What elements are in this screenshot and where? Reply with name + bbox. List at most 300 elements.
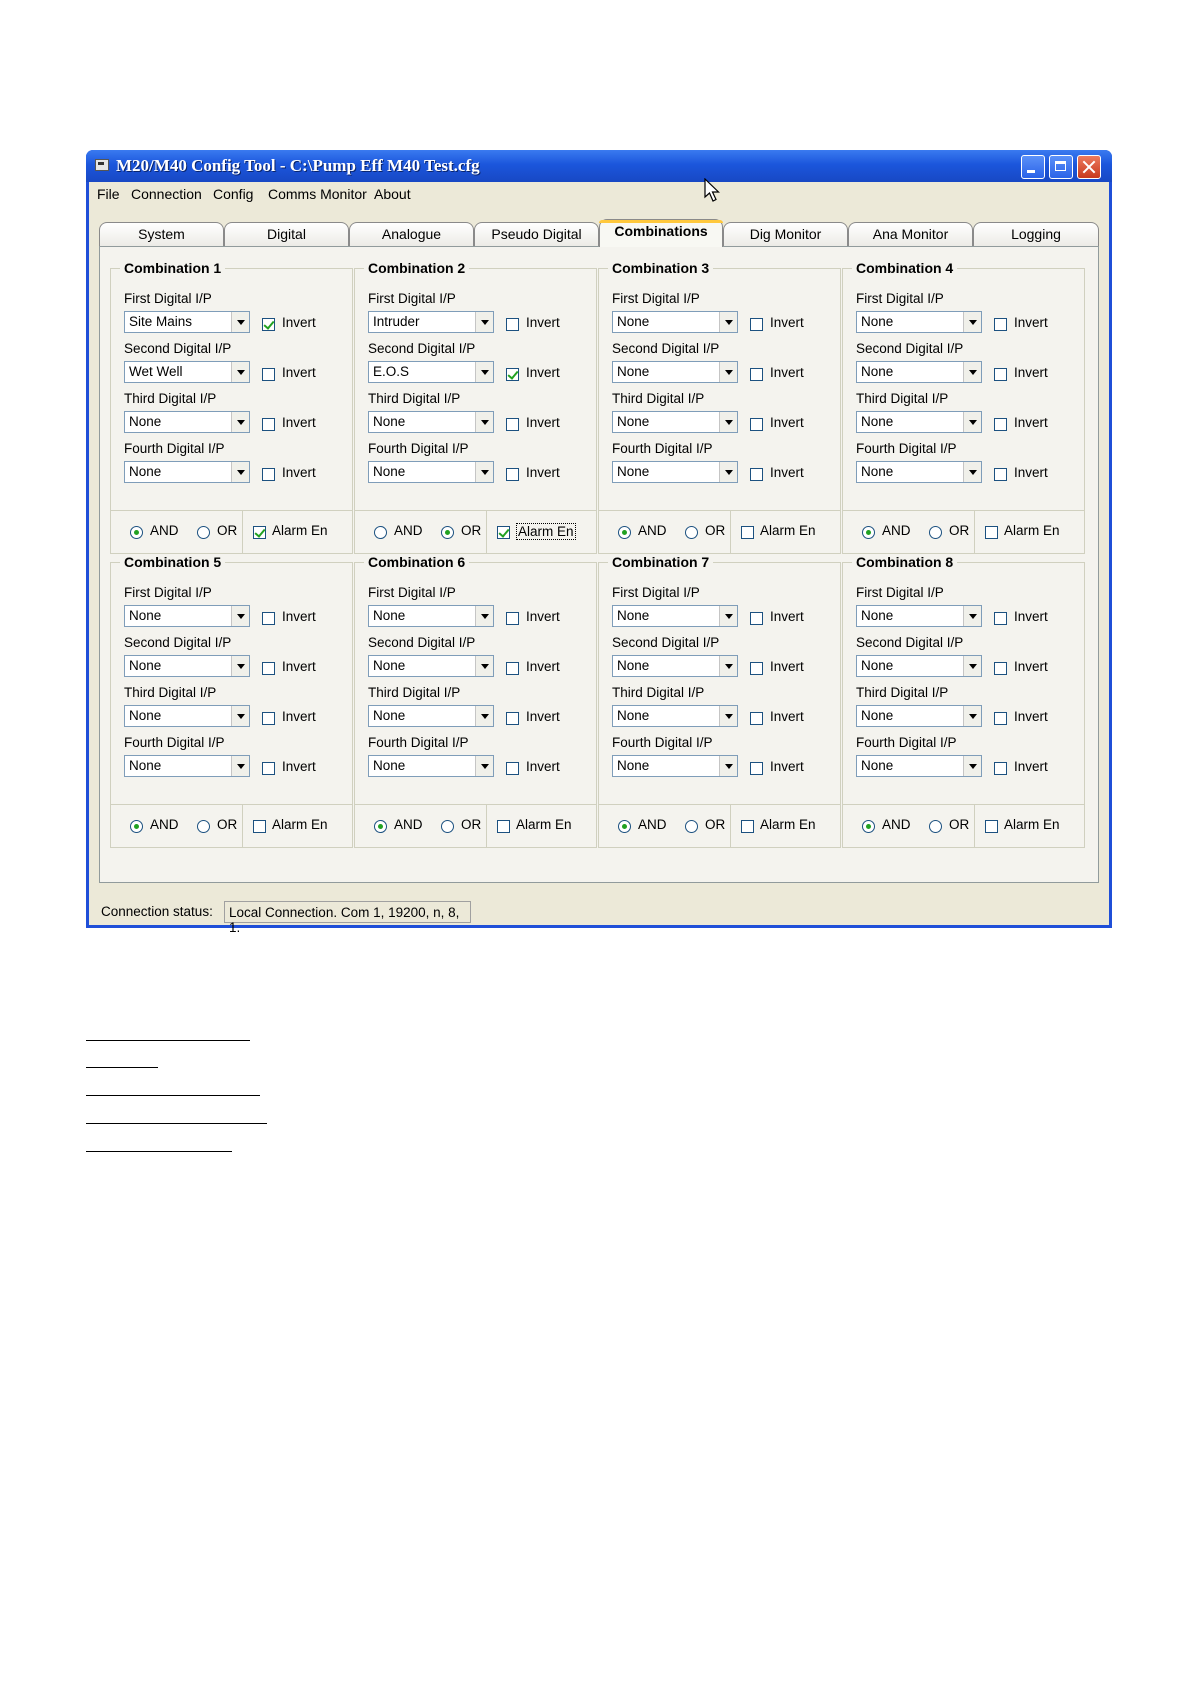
tab-ana-monitor[interactable]: Ana Monitor [848, 222, 973, 246]
second-input-label: Second Digital I/P [124, 341, 232, 356]
dropdown-arrow-icon[interactable] [719, 606, 737, 626]
second-input-select[interactable] [124, 361, 250, 383]
invert-label: Invert [526, 759, 560, 774]
menu-file[interactable]: File [97, 186, 120, 202]
first-invert-checkbox[interactable] [506, 318, 519, 331]
third-input-select[interactable] [612, 411, 738, 433]
dropdown-arrow-icon[interactable] [475, 656, 493, 676]
logic-row [598, 804, 841, 848]
alarm-enable-label: Alarm En [518, 524, 574, 539]
minimize-button[interactable] [1021, 155, 1045, 179]
divider [486, 510, 487, 554]
fourth-input-label: Fourth Digital I/P [612, 735, 713, 750]
alarm-enable-label: Alarm En [760, 817, 816, 832]
selected-value: Site Mains [129, 314, 193, 329]
tab-dig-monitor[interactable]: Dig Monitor [723, 222, 848, 246]
selected-value: None [129, 708, 162, 723]
tab-pseudo-digital[interactable]: Pseudo Digital [474, 222, 599, 246]
combination-title: Combination 5 [120, 554, 225, 570]
and-radio[interactable] [618, 526, 631, 539]
first-input-label: First Digital I/P [612, 585, 700, 600]
fourth-invert-checkbox[interactable] [262, 468, 275, 481]
alarm-enable-checkbox[interactable] [985, 820, 998, 833]
second-input-select[interactable] [612, 655, 738, 677]
and-label: AND [394, 523, 423, 538]
first-input-select[interactable] [368, 605, 494, 627]
alarm-enable-checkbox[interactable] [497, 526, 510, 539]
selected-value: Intruder [373, 314, 420, 329]
dropdown-arrow-icon[interactable] [719, 362, 737, 382]
third-invert-checkbox[interactable] [994, 712, 1007, 725]
dropdown-arrow-icon[interactable] [231, 756, 249, 776]
dropdown-arrow-icon[interactable] [231, 412, 249, 432]
fourth-invert-checkbox[interactable] [506, 762, 519, 775]
fourth-invert-checkbox[interactable] [506, 468, 519, 481]
fourth-input-select[interactable] [856, 755, 982, 777]
and-radio[interactable] [618, 820, 631, 833]
invert-label: Invert [526, 709, 560, 724]
invert-label: Invert [526, 609, 560, 624]
third-invert-checkbox[interactable] [262, 418, 275, 431]
third-input-label: Third Digital I/P [124, 391, 217, 406]
mouse-cursor-icon [704, 178, 722, 204]
combination-group-1 [110, 260, 353, 554]
second-input-label: Second Digital I/P [124, 635, 232, 650]
first-input-label: First Digital I/P [368, 585, 456, 600]
selected-value: None [373, 658, 406, 673]
divider [974, 804, 975, 848]
alarm-enable-label: Alarm En [516, 817, 572, 832]
dropdown-arrow-icon[interactable] [475, 462, 493, 482]
third-input-select[interactable] [368, 411, 494, 433]
alarm-enable-label: Alarm En [272, 523, 328, 538]
combination-title: Combination 6 [364, 554, 469, 570]
selected-value: None [617, 364, 650, 379]
second-invert-checkbox[interactable] [262, 662, 275, 675]
invert-label: Invert [282, 415, 316, 430]
combination-title: Combination 3 [608, 260, 713, 276]
or-radio[interactable] [197, 526, 210, 539]
fourth-input-label: Fourth Digital I/P [124, 441, 225, 456]
alarm-enable-label: Alarm En [1004, 817, 1060, 832]
dropdown-arrow-icon[interactable] [719, 706, 737, 726]
combination-group-5 [110, 554, 353, 848]
alarm-enable-checkbox[interactable] [741, 526, 754, 539]
first-input-label: First Digital I/P [368, 291, 456, 306]
second-invert-checkbox[interactable] [994, 368, 1007, 381]
tab-digital[interactable]: Digital [224, 222, 349, 246]
alarm-enable-label: Alarm En [272, 817, 328, 832]
logic-row [354, 804, 597, 848]
dropdown-arrow-icon[interactable] [231, 656, 249, 676]
dropdown-arrow-icon[interactable] [963, 656, 981, 676]
dropdown-arrow-icon[interactable] [231, 362, 249, 382]
dropdown-arrow-icon[interactable] [963, 312, 981, 332]
second-input-label: Second Digital I/P [612, 341, 720, 356]
dropdown-arrow-icon[interactable] [475, 706, 493, 726]
second-input-select[interactable] [124, 655, 250, 677]
first-invert-checkbox[interactable] [262, 612, 275, 625]
title-bar[interactable] [86, 150, 1112, 182]
and-label: AND [638, 523, 667, 538]
divider [598, 510, 841, 511]
combination-title: Combination 4 [852, 260, 957, 276]
dropdown-arrow-icon[interactable] [475, 756, 493, 776]
alarm-enable-checkbox[interactable] [497, 820, 510, 833]
selected-value: None [617, 608, 650, 623]
divider [242, 804, 243, 848]
menu-about[interactable]: About [374, 186, 411, 202]
third-invert-checkbox[interactable] [750, 712, 763, 725]
second-input-select[interactable] [856, 361, 982, 383]
divider [730, 510, 731, 554]
combination-group-8 [842, 554, 1085, 848]
invert-label: Invert [526, 315, 560, 330]
logic-row [110, 510, 353, 554]
invert-label: Invert [770, 759, 804, 774]
or-label: OR [705, 817, 726, 832]
or-radio[interactable] [441, 526, 454, 539]
second-input-label: Second Digital I/P [368, 341, 476, 356]
window-title: M20/M40 Config Tool - C:\Pump Eff M40 Test.cfg [116, 156, 480, 175]
invert-label: Invert [1014, 759, 1048, 774]
third-input-label: Third Digital I/P [856, 685, 949, 700]
dropdown-arrow-icon[interactable] [963, 462, 981, 482]
selected-value: None [373, 464, 406, 479]
and-radio[interactable] [130, 526, 143, 539]
blank-underline [86, 1095, 260, 1096]
third-input-label: Third Digital I/P [368, 391, 461, 406]
invert-label: Invert [526, 465, 560, 480]
selected-value: None [861, 658, 894, 673]
invert-label: Invert [770, 415, 804, 430]
dropdown-arrow-icon[interactable] [719, 312, 737, 332]
blank-underline [86, 1151, 232, 1152]
dropdown-arrow-icon[interactable] [475, 606, 493, 626]
invert-label: Invert [1014, 709, 1048, 724]
invert-label: Invert [282, 465, 316, 480]
first-input-label: First Digital I/P [612, 291, 700, 306]
combination-title: Combination 2 [364, 260, 469, 276]
menu-connection[interactable]: Connection [131, 186, 202, 202]
first-input-select[interactable] [612, 311, 738, 333]
first-input-label: First Digital I/P [856, 585, 944, 600]
logic-row [110, 804, 353, 848]
and-radio[interactable] [130, 820, 143, 833]
first-input-select[interactable] [368, 311, 494, 333]
menu-config[interactable]: Config [213, 186, 254, 202]
invert-label: Invert [770, 609, 804, 624]
app-icon[interactable] [95, 159, 109, 171]
selected-value: None [861, 758, 894, 773]
dropdown-arrow-icon[interactable] [963, 606, 981, 626]
tab-logging[interactable]: Logging [973, 222, 1099, 246]
third-input-label: Third Digital I/P [612, 685, 705, 700]
selected-value: E.O.S [373, 364, 410, 379]
second-invert-checkbox[interactable] [262, 368, 275, 381]
selected-value: None [617, 658, 650, 673]
invert-label: Invert [282, 709, 316, 724]
fourth-input-select[interactable] [368, 461, 494, 483]
combination-group-7 [598, 554, 841, 848]
fourth-invert-checkbox[interactable] [750, 468, 763, 481]
and-radio[interactable] [374, 526, 387, 539]
second-input-select[interactable] [368, 655, 494, 677]
dropdown-arrow-icon[interactable] [231, 312, 249, 332]
invert-label: Invert [526, 415, 560, 430]
divider [842, 804, 1085, 805]
dropdown-arrow-icon[interactable] [475, 362, 493, 382]
and-label: AND [638, 817, 667, 832]
first-invert-checkbox[interactable] [994, 612, 1007, 625]
second-invert-checkbox[interactable] [506, 368, 519, 381]
close-button[interactable] [1077, 155, 1101, 179]
selected-value: None [861, 314, 894, 329]
selected-value: None [861, 608, 894, 623]
selected-value: None [617, 758, 650, 773]
first-invert-checkbox[interactable] [750, 612, 763, 625]
second-input-select[interactable] [368, 361, 494, 383]
client-area [89, 182, 1109, 935]
third-invert-checkbox[interactable] [506, 418, 519, 431]
and-label: AND [882, 817, 911, 832]
combinations-panel [99, 246, 1099, 883]
selected-value: Wet Well [129, 364, 183, 379]
fourth-invert-checkbox[interactable] [750, 762, 763, 775]
selected-value: None [373, 708, 406, 723]
divider [842, 510, 1085, 511]
tab-combinations[interactable]: Combinations [599, 219, 723, 247]
menu-bar [89, 182, 1109, 206]
first-input-label: First Digital I/P [856, 291, 944, 306]
dropdown-arrow-icon[interactable] [475, 412, 493, 432]
fourth-invert-checkbox[interactable] [994, 468, 1007, 481]
and-radio[interactable] [374, 820, 387, 833]
selected-value: None [861, 414, 894, 429]
third-input-label: Third Digital I/P [124, 685, 217, 700]
or-label: OR [949, 523, 970, 538]
logic-row [598, 510, 841, 554]
fourth-input-label: Fourth Digital I/P [124, 735, 225, 750]
invert-label: Invert [1014, 415, 1048, 430]
fourth-input-label: Fourth Digital I/P [856, 735, 957, 750]
selected-value: None [129, 608, 162, 623]
selected-value: None [129, 758, 162, 773]
combination-title: Combination 1 [120, 260, 225, 276]
invert-label: Invert [770, 709, 804, 724]
selected-value: None [861, 464, 894, 479]
combination-group-6 [354, 554, 597, 848]
status-bar [89, 899, 1109, 935]
connection-status-value: Local Connection. Com 1, 19200, n, 8, 1. [224, 901, 471, 923]
or-label: OR [705, 523, 726, 538]
selected-value: None [617, 414, 650, 429]
invert-label: Invert [770, 315, 804, 330]
and-label: AND [394, 817, 423, 832]
maximize-button[interactable] [1049, 155, 1073, 179]
invert-label: Invert [526, 365, 560, 380]
second-input-select[interactable] [856, 655, 982, 677]
third-invert-checkbox[interactable] [262, 712, 275, 725]
dropdown-arrow-icon[interactable] [963, 756, 981, 776]
dropdown-arrow-icon[interactable] [719, 462, 737, 482]
logic-row [842, 510, 1085, 554]
dropdown-arrow-icon[interactable] [963, 362, 981, 382]
or-radio[interactable] [441, 820, 454, 833]
dropdown-arrow-icon[interactable] [231, 706, 249, 726]
status-label: Connection status: [101, 904, 213, 919]
invert-label: Invert [282, 315, 316, 330]
and-label: AND [150, 817, 179, 832]
selected-value: None [129, 658, 162, 673]
dropdown-arrow-icon[interactable] [475, 312, 493, 332]
divider [486, 804, 487, 848]
dropdown-arrow-icon[interactable] [963, 412, 981, 432]
second-invert-checkbox[interactable] [994, 662, 1007, 675]
or-label: OR [949, 817, 970, 832]
dropdown-arrow-icon[interactable] [231, 462, 249, 482]
dropdown-arrow-icon[interactable] [963, 706, 981, 726]
alarm-enable-checkbox[interactable] [985, 526, 998, 539]
invert-label: Invert [282, 659, 316, 674]
selected-value: None [129, 464, 162, 479]
second-invert-checkbox[interactable] [506, 662, 519, 675]
second-input-select[interactable] [612, 361, 738, 383]
invert-label: Invert [1014, 315, 1048, 330]
fourth-invert-checkbox[interactable] [994, 762, 1007, 775]
invert-label: Invert [1014, 609, 1048, 624]
third-input-select[interactable] [124, 705, 250, 727]
first-invert-checkbox[interactable] [506, 612, 519, 625]
or-label: OR [217, 817, 238, 832]
dropdown-arrow-icon[interactable] [719, 656, 737, 676]
first-input-select[interactable] [856, 311, 982, 333]
third-input-select[interactable] [612, 705, 738, 727]
or-label: OR [461, 817, 482, 832]
divider [354, 510, 597, 511]
dropdown-arrow-icon[interactable] [719, 412, 737, 432]
first-input-label: First Digital I/P [124, 291, 212, 306]
first-input-select[interactable] [124, 311, 250, 333]
fourth-input-select[interactable] [612, 461, 738, 483]
combination-title: Combination 8 [852, 554, 957, 570]
invert-label: Invert [770, 365, 804, 380]
fourth-input-select[interactable] [856, 461, 982, 483]
third-input-label: Third Digital I/P [368, 685, 461, 700]
alarm-enable-checkbox[interactable] [741, 820, 754, 833]
alarm-enable-checkbox[interactable] [253, 526, 266, 539]
fourth-input-label: Fourth Digital I/P [856, 441, 957, 456]
second-invert-checkbox[interactable] [750, 662, 763, 675]
selected-value: None [617, 708, 650, 723]
first-input-select[interactable] [612, 605, 738, 627]
alarm-enable-label: Alarm En [1004, 523, 1060, 538]
or-radio[interactable] [929, 526, 942, 539]
or-label: OR [217, 523, 238, 538]
invert-label: Invert [282, 609, 316, 624]
divider [110, 804, 353, 805]
second-invert-checkbox[interactable] [750, 368, 763, 381]
second-input-label: Second Digital I/P [856, 341, 964, 356]
or-radio[interactable] [685, 526, 698, 539]
first-input-select[interactable] [856, 605, 982, 627]
or-label: OR [461, 523, 482, 538]
selected-value: None [617, 464, 650, 479]
fourth-input-select[interactable] [612, 755, 738, 777]
first-invert-checkbox[interactable] [994, 318, 1007, 331]
invert-label: Invert [1014, 659, 1048, 674]
or-radio[interactable] [197, 820, 210, 833]
tab-analogue[interactable]: Analogue [349, 222, 474, 246]
combination-group-2 [354, 260, 597, 554]
alarm-enable-checkbox[interactable] [253, 820, 266, 833]
combination-title: Combination 7 [608, 554, 713, 570]
and-radio[interactable] [862, 526, 875, 539]
third-input-select[interactable] [124, 411, 250, 433]
divider [110, 510, 353, 511]
selected-value: None [373, 608, 406, 623]
invert-label: Invert [1014, 465, 1048, 480]
selected-value: None [129, 414, 162, 429]
third-input-select[interactable] [856, 411, 982, 433]
logic-row [354, 510, 597, 554]
combination-group-3 [598, 260, 841, 554]
divider [242, 510, 243, 554]
invert-label: Invert [526, 659, 560, 674]
third-input-label: Third Digital I/P [612, 391, 705, 406]
fourth-input-select[interactable] [124, 755, 250, 777]
or-radio[interactable] [685, 820, 698, 833]
third-invert-checkbox[interactable] [750, 418, 763, 431]
or-radio[interactable] [929, 820, 942, 833]
fourth-invert-checkbox[interactable] [262, 762, 275, 775]
tab-system[interactable]: System [99, 222, 224, 246]
divider [598, 804, 841, 805]
divider [354, 804, 597, 805]
alarm-enable-label: Alarm En [760, 523, 816, 538]
and-label: AND [882, 523, 911, 538]
invert-label: Invert [282, 365, 316, 380]
and-radio[interactable] [862, 820, 875, 833]
fourth-input-select[interactable] [368, 755, 494, 777]
dropdown-arrow-icon[interactable] [231, 606, 249, 626]
invert-label: Invert [282, 759, 316, 774]
third-input-select[interactable] [368, 705, 494, 727]
selected-value: None [617, 314, 650, 329]
invert-label: Invert [1014, 365, 1048, 380]
third-invert-checkbox[interactable] [506, 712, 519, 725]
third-input-label: Third Digital I/P [856, 391, 949, 406]
combination-group-4 [842, 260, 1085, 554]
blank-underline [86, 1067, 158, 1068]
third-input-select[interactable] [856, 705, 982, 727]
selected-value: None [373, 758, 406, 773]
fourth-input-select[interactable] [124, 461, 250, 483]
third-invert-checkbox[interactable] [994, 418, 1007, 431]
dropdown-arrow-icon[interactable] [719, 756, 737, 776]
blank-underline [86, 1040, 250, 1041]
invert-label: Invert [770, 465, 804, 480]
first-input-select[interactable] [124, 605, 250, 627]
second-input-label: Second Digital I/P [856, 635, 964, 650]
fourth-input-label: Fourth Digital I/P [368, 735, 469, 750]
divider [974, 510, 975, 554]
first-invert-checkbox[interactable] [262, 318, 275, 331]
menu-comms-monitor[interactable]: Comms Monitor [268, 186, 367, 202]
first-invert-checkbox[interactable] [750, 318, 763, 331]
app-window [86, 150, 1112, 935]
invert-label: Invert [770, 659, 804, 674]
